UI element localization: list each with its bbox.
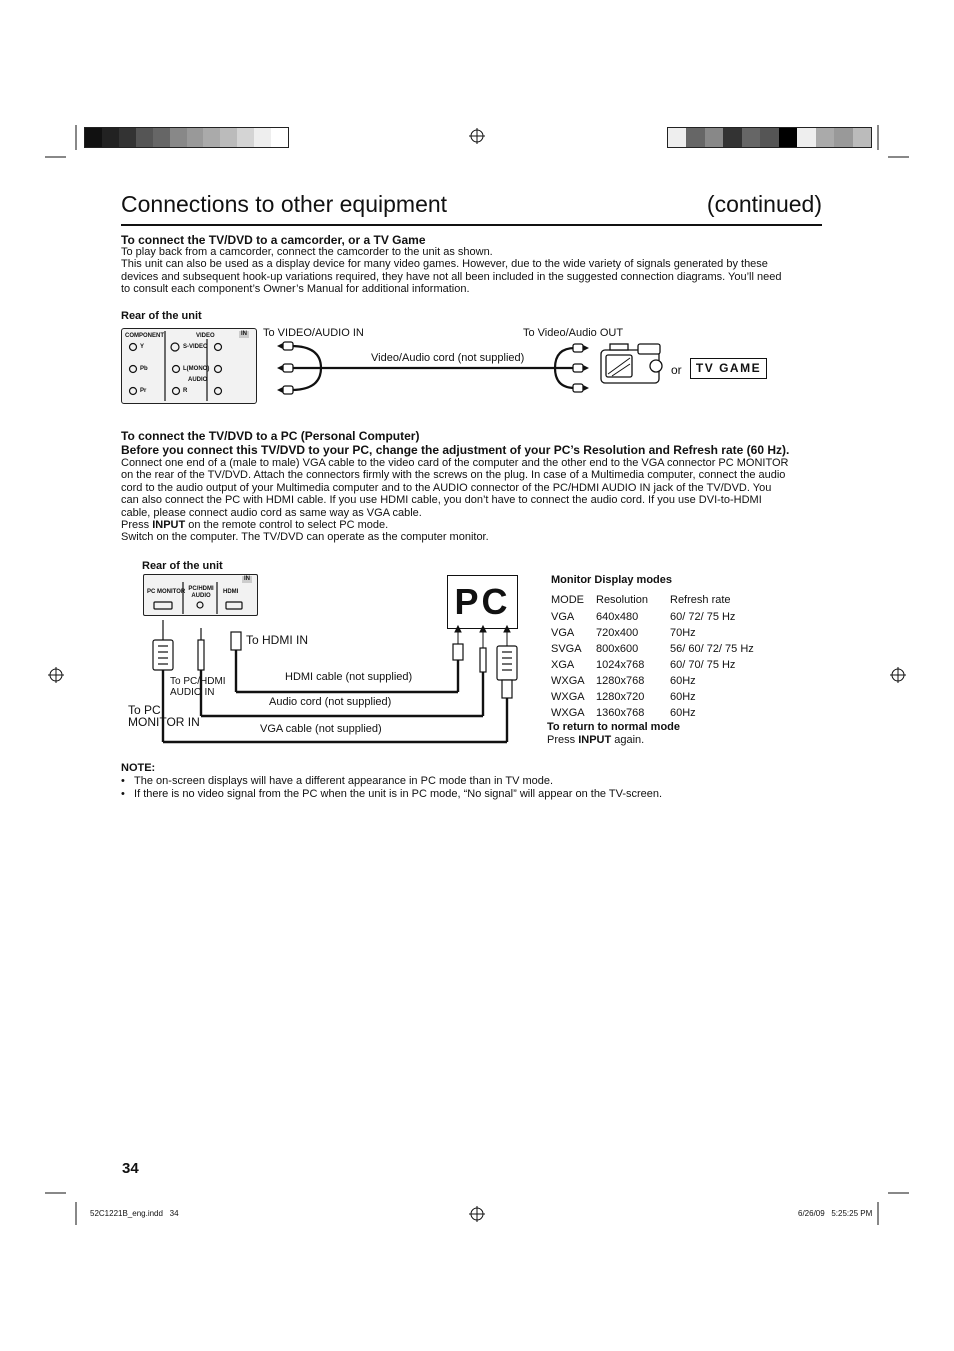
- to-pc-monitor-in-label: To PC MONITOR IN: [128, 703, 200, 729]
- or-label: or: [671, 363, 682, 377]
- section2-heading: To connect the TV/DVD to a PC (Personal Computer): [121, 429, 420, 443]
- panel-pr-label: Pr: [140, 388, 147, 394]
- monitor-modes-table: [551, 590, 754, 721]
- panel-l-mono-label: L(MONO): [183, 366, 210, 372]
- section2-subheading: Before you connect this TV/DVD to your PC, change the adjustment of your PC’s Resolution and Refresh rate (60 Hz).: [121, 443, 790, 457]
- section1-line: This unit can also be used as a display device for many video games. However, due to the wide variety of signals generated by these: [121, 258, 768, 271]
- tv-game-box: TV GAME: [690, 358, 767, 379]
- panel-in-label-2: IN: [244, 576, 250, 582]
- page-number: 34: [122, 1160, 139, 1177]
- rear-of-unit-label-1: Rear of the unit: [121, 310, 202, 322]
- section2-line: can also connect the PC with HDMI cable. If you use HDMI cable, you don’t have to connect the audio cord. If you use DVI-to-HDMI: [121, 494, 762, 507]
- table-row: VGA 720x400 70Hz: [551, 627, 696, 639]
- av-input-panel: [121, 328, 257, 404]
- note-item: • If there is no video signal from the PC when the unit is in PC mode, “No signal” will appear on the TV-screen.: [121, 788, 663, 800]
- section2-line: cable, please connect audio cord as same way as VGA cable.: [121, 506, 422, 519]
- switch-on-line: Switch on the computer. The TV/DVD can operate as the computer monitor.: [121, 531, 489, 544]
- section1-line: To play back from a camcorder, connect the camcorder to the unit as shown.: [121, 246, 493, 258]
- press-input-line: Press INPUT on the remote control to select PC mode.: [121, 519, 389, 532]
- camcorder-icon: [598, 340, 666, 386]
- page-title-continued: (continued): [706, 191, 822, 217]
- return-normal-line: Press INPUT again.: [547, 734, 645, 746]
- monitor-modes-title: Monitor Display modes: [551, 574, 673, 586]
- table-row: VGA 640x480 60/ 72/ 75 Hz: [551, 611, 736, 623]
- footer-timestamp: 6/26/09 5:25:25 PM: [798, 1209, 873, 1218]
- section2-body: [121, 457, 823, 544]
- note-item: • The on-screen displays will have a different appearance in PC mode than in TV mode.: [121, 775, 554, 787]
- footer-file-name: 52C1221B_eng.indd 34: [90, 1209, 179, 1218]
- return-normal-heading: To return to normal mode: [547, 721, 681, 733]
- table-header: Resolution: [596, 593, 648, 606]
- panel-pc-hdmi-audio-label: PC/HDMI AUDIO: [188, 586, 214, 599]
- vga-cable-label: VGA cable (not supplied): [260, 723, 382, 735]
- to-video-audio-out-label: To Video/Audio OUT: [523, 327, 624, 339]
- panel-component-label: COMPONENT: [125, 333, 164, 339]
- panel-hdmi-label: HDMI: [223, 589, 239, 595]
- hdmi-cable-label: HDMI cable (not supplied): [285, 671, 413, 683]
- video-audio-cord-label: Video/Audio cord (not supplied): [371, 352, 525, 364]
- table-row: XGA 1024x768 60/ 70/ 75 Hz: [551, 659, 736, 671]
- pc-label: PC: [454, 581, 511, 622]
- panel-s-video-label: S-VIDEO: [183, 344, 208, 350]
- section1-body: [121, 246, 823, 296]
- panel-video-label: VIDEO: [196, 333, 215, 339]
- panel-pc-monitor-label: PC MONITOR: [147, 589, 186, 595]
- rear-of-unit-label-2: Rear of the unit: [142, 560, 223, 572]
- pc-panel-jacks: [143, 574, 256, 614]
- table-row: SVGA 800x600 56/ 60/ 72/ 75 Hz: [551, 643, 754, 655]
- table-row: WXGA 1280x768 60Hz: [551, 675, 696, 687]
- table-row: WXGA 1360x768 60Hz: [551, 707, 696, 719]
- note-heading: NOTE:: [121, 762, 156, 774]
- page-title: Connections to other equipment: [121, 191, 448, 217]
- section2-line: Connect one end of a (male to male) VGA cable to the video card of the computer and the other end to the VGA connector PC MONITOR: [121, 457, 789, 469]
- section2-line: cord to the audio output of your Multimedia computer and to the AUDIO connector of the PC/HDMI AUDIO IN jack of the TV/DVD. You: [121, 481, 772, 494]
- section2-line: on the rear of the TV/DVD. Attach the connectors firmly with the screws on the plug. In case of a Multimedia computer, connect the audio: [121, 469, 786, 482]
- table-header: Refresh rate: [670, 593, 731, 606]
- section1-heading: To connect the TV/DVD to a camcorder, or a TV Game: [121, 233, 426, 247]
- table-header: MODE: [551, 593, 584, 606]
- panel-in-label: IN: [241, 331, 247, 337]
- panel-pb-label: Pb: [140, 366, 148, 372]
- table-header-row: [551, 590, 754, 609]
- input-key-label: INPUT: [152, 519, 186, 532]
- table-row: WXGA 1280x720 60Hz: [551, 691, 696, 703]
- to-hdmi-in-label: To HDMI IN: [246, 633, 309, 647]
- panel-y-label: Y: [140, 344, 145, 350]
- section1-line: to consult each component’s Owner’s Manual for additional information.: [121, 283, 470, 296]
- to-video-audio-in-label: To VIDEO/AUDIO IN: [263, 327, 364, 339]
- input-key-label-2: INPUT: [578, 734, 612, 746]
- av-panel-jacks: [122, 329, 256, 403]
- to-pc-hdmi-audio-in-label: To PC/HDMI AUDIO IN: [170, 676, 226, 698]
- audio-cord-label: Audio cord (not supplied): [269, 696, 392, 708]
- panel-r-label: R: [183, 388, 188, 394]
- panel-audio-label: AUDIO: [188, 377, 208, 383]
- pc-cable-diagram: [140, 610, 530, 750]
- section1-line: devices and subsequent hook-up variations required, they have not all been included in the suggested connection diagrams. You’ll need: [121, 270, 782, 283]
- title-rule: [121, 224, 822, 226]
